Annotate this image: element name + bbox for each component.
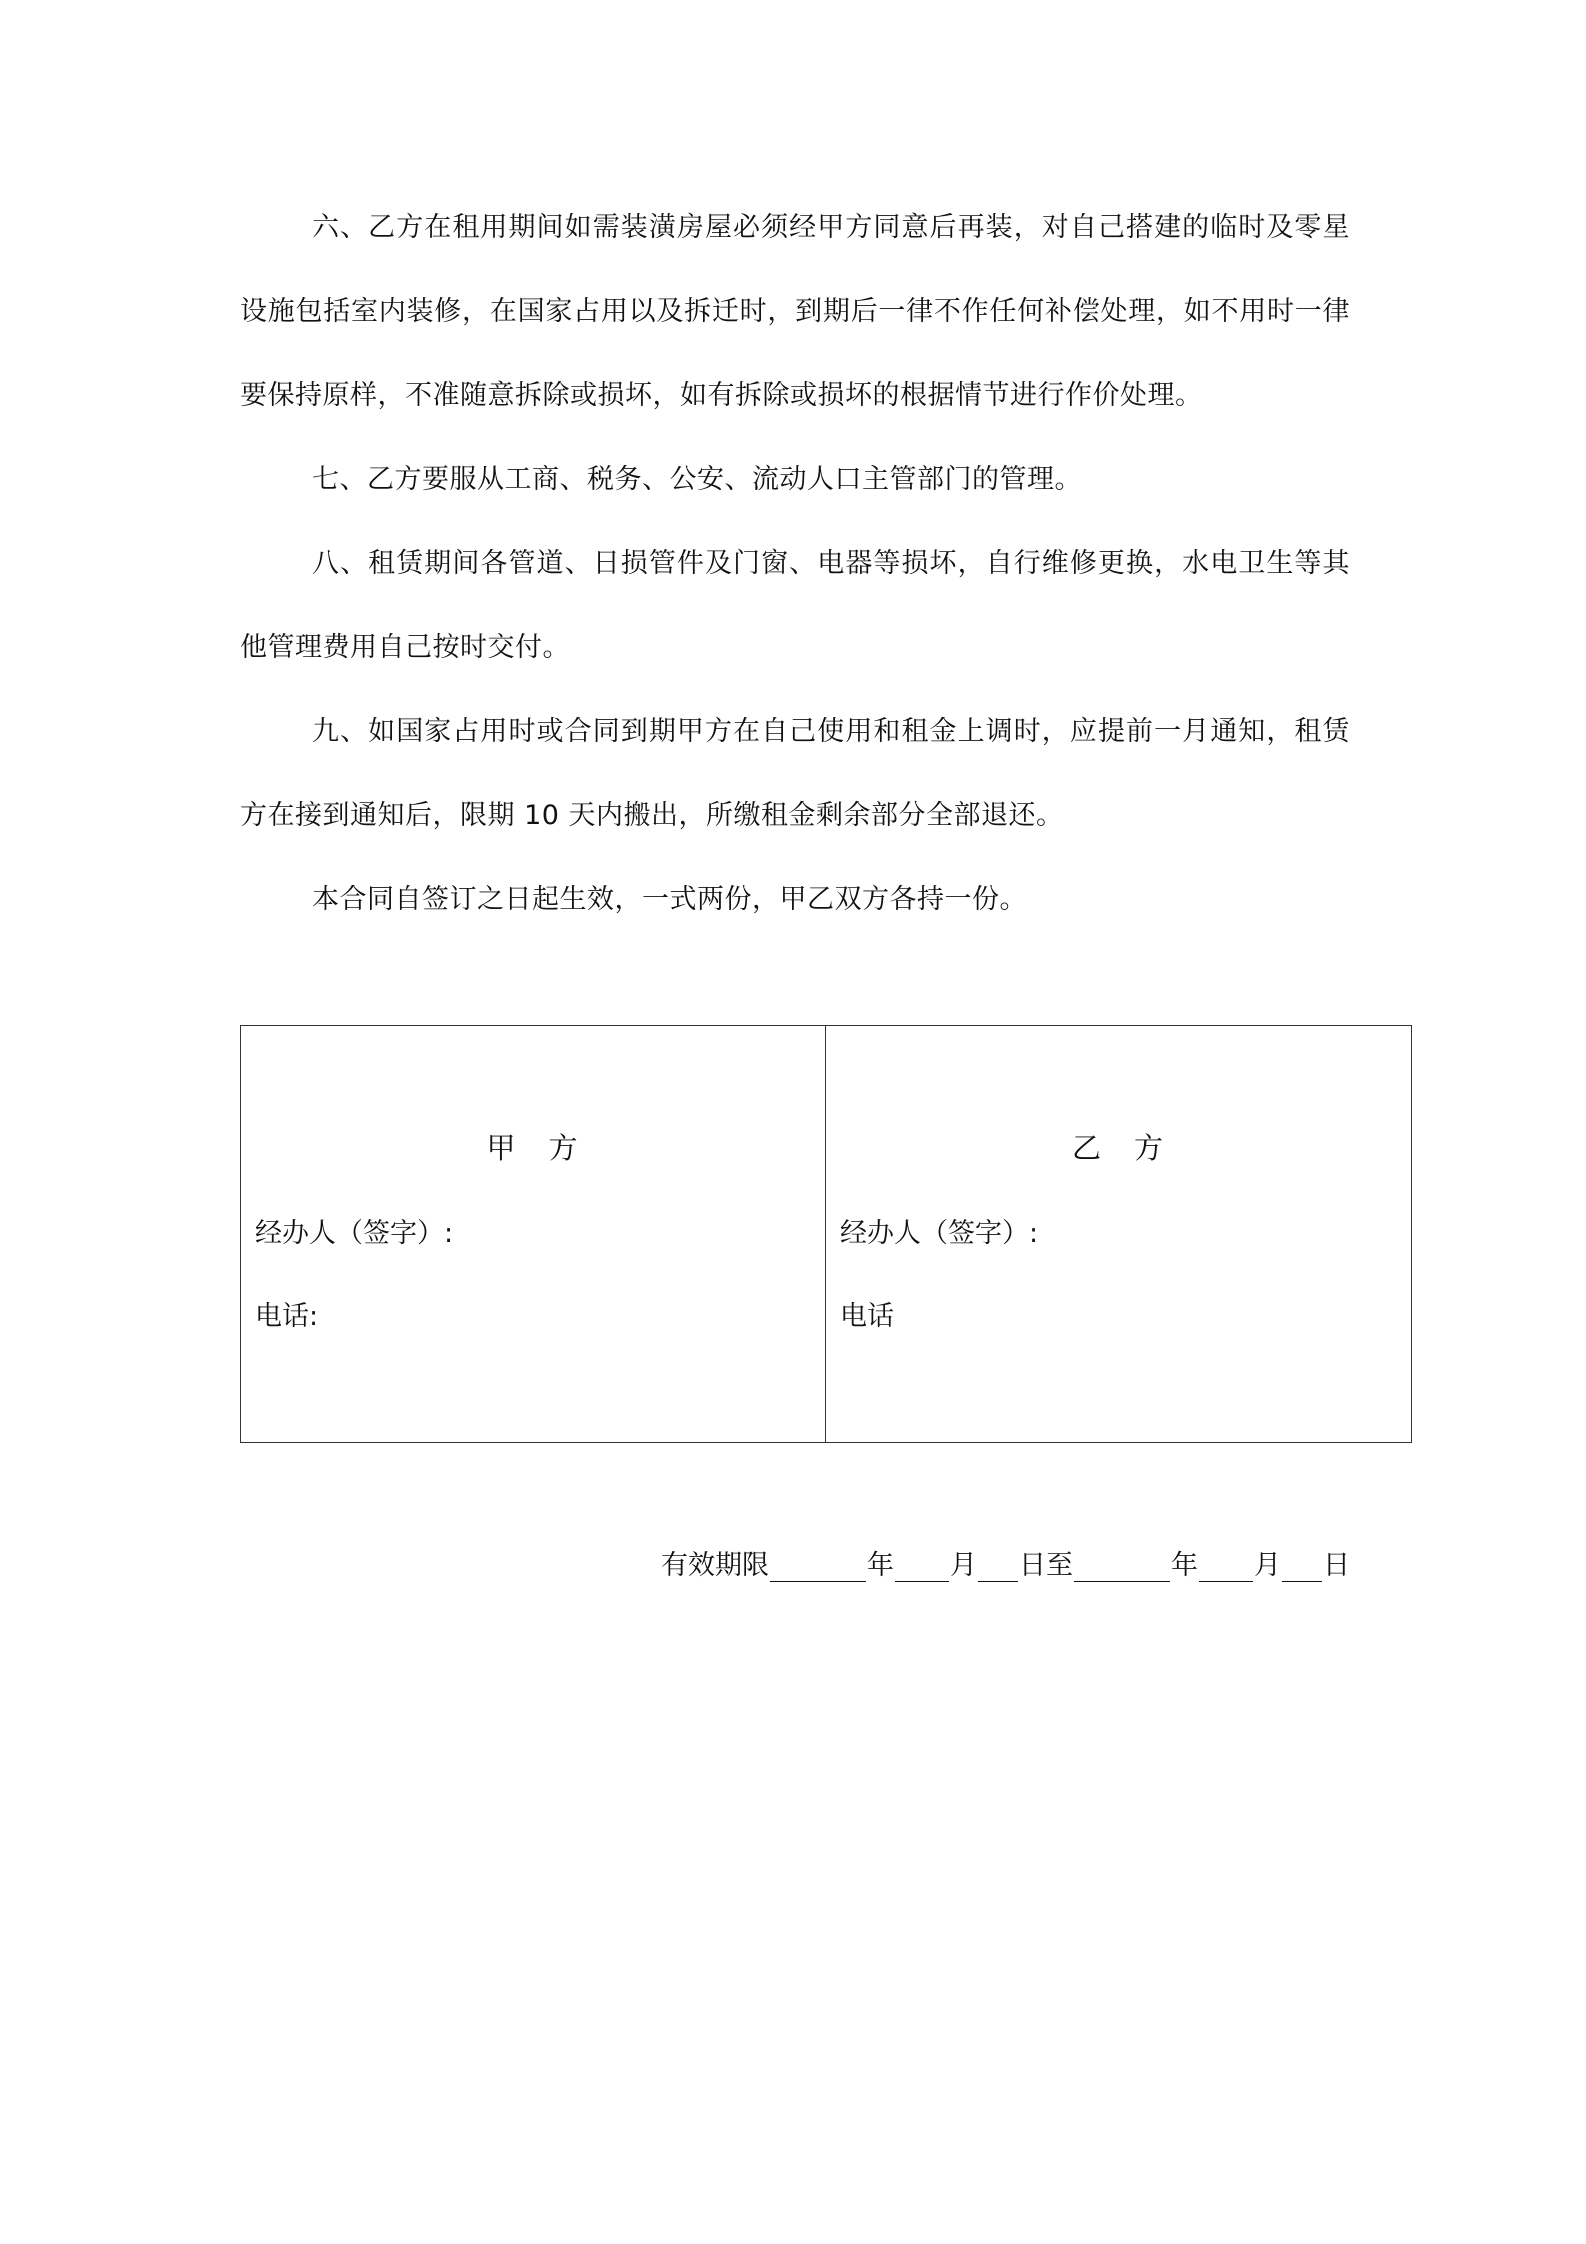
clause-6: 六、乙方在租用期间如需装潢房屋必须经甲方同意后再装，对自己搭建的临时及零星设施包括室内装修，在国家占用以及拆迁时，到期后一律不作任何补偿处理，如不用时一律要保持原样，不准随意拆除或损坏，如有拆除或损坏的根据情节进行作价处理。 — [240, 212, 1350, 411]
signature-table — [240, 1025, 1412, 1443]
party-a-phone-label: 电话: — [255, 1301, 319, 1332]
end-year-blank — [1074, 1551, 1170, 1582]
party-a-title: 甲 方 — [486, 1131, 580, 1165]
clause-9: 九、如国家占用时或合同到期甲方在自己使用和租金上调时，应提前一月通知，租赁方在接到通知后，限期 10 天内搬出，所缴租金剩余部分全部退还。 — [240, 716, 1350, 831]
party-b-agent-label: 经办人（签字）: — [840, 1218, 1039, 1249]
start-month-unit: 月 — [950, 1550, 977, 1581]
end-month-blank — [1199, 1551, 1253, 1582]
clause-8: 八、租赁期间各管道、日损管件及门窗、电器等损坏，自行维修更换，水电卫生等其他管理费用自己按时交付。 — [240, 548, 1350, 663]
end-day-unit: 日 — [1323, 1550, 1350, 1581]
start-month-blank — [895, 1551, 949, 1582]
validity-period — [661, 1543, 1350, 1582]
start-year-unit: 年 — [867, 1550, 894, 1581]
party-b-cell — [826, 1026, 1411, 1442]
start-day-blank — [978, 1551, 1018, 1582]
clause-7: 七、乙方要服从工商、税务、公安、流动人口主管部门的管理。 — [312, 464, 1082, 495]
party-a-cell — [241, 1026, 826, 1442]
end-day-blank — [1282, 1551, 1322, 1582]
party-a-agent-label: 经办人（签字）: — [255, 1218, 454, 1249]
start-year-blank — [770, 1551, 866, 1582]
effective-clause: 本合同自签订之日起生效，一式两份，甲乙双方各持一份。 — [312, 884, 1027, 915]
party-b-phone-label: 电话 — [840, 1301, 894, 1332]
end-month-unit: 月 — [1254, 1550, 1281, 1581]
start-day-unit: 日至 — [1019, 1550, 1073, 1581]
validity-label: 有效期限 — [661, 1550, 769, 1581]
end-year-unit: 年 — [1171, 1550, 1198, 1581]
party-b-title: 乙 方 — [1071, 1131, 1165, 1165]
